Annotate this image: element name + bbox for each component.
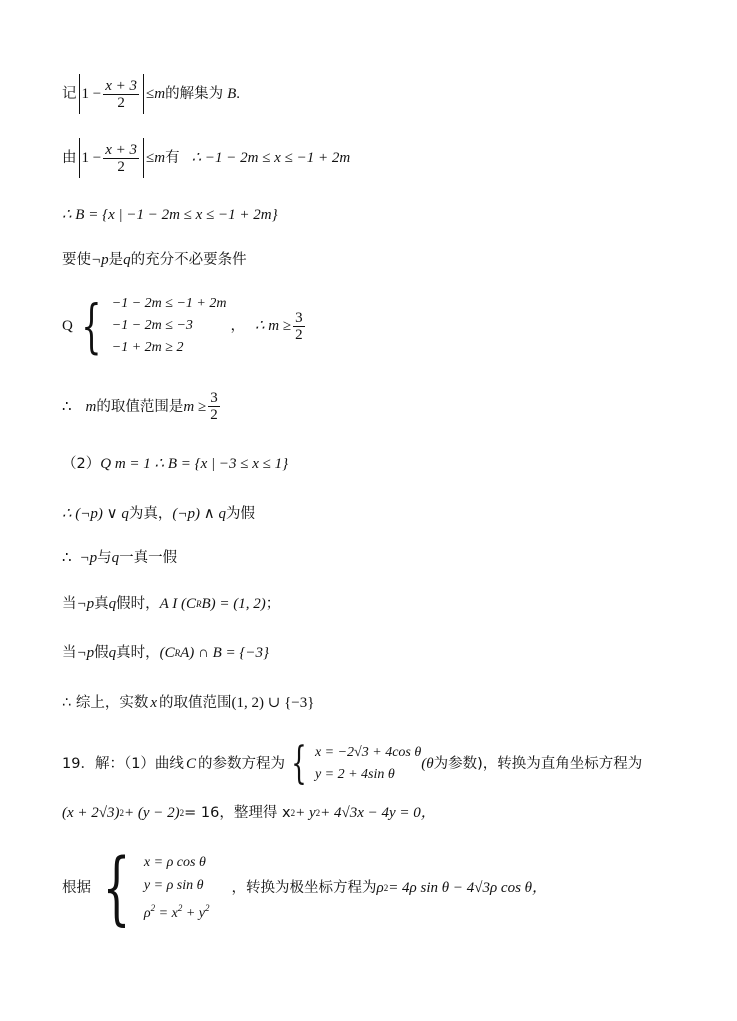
text: 的取值范围是 bbox=[96, 398, 184, 415]
math-text: + y bbox=[295, 805, 316, 821]
math-var: q bbox=[123, 252, 131, 268]
math-var: B bbox=[227, 86, 237, 102]
line-one-true-one-false bbox=[62, 548, 177, 568]
math-text: ≤ bbox=[146, 150, 155, 166]
line-system-conditions bbox=[62, 293, 307, 359]
math-text: 1 − bbox=[81, 150, 102, 166]
math-text: (1, 2) ∪ {−3} bbox=[231, 695, 315, 711]
superscript: 2 bbox=[150, 903, 156, 913]
fraction-numerator: 3 bbox=[295, 309, 303, 326]
line-from-inequality bbox=[62, 138, 350, 178]
math-text: + 4√3x − 4y = 0， bbox=[320, 805, 436, 821]
text: 假时， bbox=[116, 596, 160, 612]
system-row: y = ρ sin θ bbox=[143, 878, 204, 893]
left-brace: { bbox=[81, 292, 102, 360]
math-text: ρ bbox=[143, 906, 151, 921]
math-text: ¬p bbox=[76, 645, 95, 661]
system-row: −1 − 2m ≤ −1 + 2m bbox=[111, 296, 227, 311]
system-row: x = ρ cos θ bbox=[143, 855, 206, 870]
text: 真 bbox=[94, 596, 109, 612]
math-var: m bbox=[154, 86, 166, 102]
text: 是 bbox=[108, 252, 124, 268]
line-part-2 bbox=[62, 454, 288, 474]
math-var: m bbox=[85, 398, 97, 415]
text: ∴ 综上，实数 bbox=[62, 695, 149, 711]
math-text: A) ∩ B = {−3} bbox=[180, 645, 270, 661]
superscript: 2 bbox=[290, 808, 296, 818]
line-range-of-m bbox=[62, 390, 222, 423]
fraction bbox=[103, 142, 139, 175]
line-problem-19 bbox=[62, 738, 643, 789]
math-text: Q m = 1 ∴ B = {x | −3 ≤ x ≤ 1} bbox=[100, 456, 289, 472]
math-text: ¬p bbox=[79, 550, 98, 566]
line-cartesian-equation bbox=[62, 803, 436, 823]
fraction bbox=[103, 78, 139, 111]
subscript: R bbox=[196, 599, 202, 609]
superscript: 2 bbox=[315, 808, 321, 818]
math-text: ∴ −1 − 2m ≤ x ≤ −1 + 2m bbox=[191, 150, 351, 166]
subscript: R bbox=[174, 648, 181, 658]
text: 为真， bbox=[128, 506, 173, 522]
left-brace: { bbox=[102, 841, 131, 934]
math-text: ¬p bbox=[76, 596, 95, 612]
math-text: = 4ρ sin θ − 4√3ρ cos θ， bbox=[388, 880, 548, 896]
text: 为假 bbox=[225, 506, 255, 522]
fraction-numerator: x + 3 bbox=[105, 77, 137, 94]
system-row bbox=[144, 897, 210, 925]
system-row: y = 2 + 4sin θ bbox=[314, 767, 395, 782]
line-or-and bbox=[62, 504, 255, 524]
left-brace: { bbox=[291, 738, 307, 789]
absolute-value bbox=[79, 74, 145, 114]
text: ，转换为极坐标方程为 bbox=[231, 880, 377, 896]
fraction bbox=[208, 390, 220, 423]
math-var: q bbox=[108, 645, 117, 661]
inequality-system bbox=[112, 293, 227, 359]
line-solution-set-B bbox=[62, 74, 240, 114]
text: 记 bbox=[62, 86, 77, 102]
text: 假 bbox=[94, 645, 109, 661]
parametric-system bbox=[315, 742, 421, 786]
math-text: (¬p) ∧ q bbox=[172, 506, 226, 522]
system-row: −1 − 2m ≤ −3 bbox=[111, 318, 193, 333]
math-text: ∴ (¬p) ∨ q bbox=[62, 506, 129, 522]
math-text: 1 − bbox=[81, 86, 102, 102]
math-text: B) = (1, 2) bbox=[201, 596, 266, 612]
math-text: . bbox=[236, 86, 240, 102]
absolute-value bbox=[79, 138, 145, 178]
system-row: −1 + 2m ≥ 2 bbox=[111, 340, 184, 355]
text: 当 bbox=[62, 645, 77, 661]
math-text: ∴ bbox=[62, 550, 72, 566]
text: 有 bbox=[165, 150, 180, 166]
text: ； bbox=[265, 596, 281, 612]
text: 根据 bbox=[62, 880, 91, 896]
math-var: C bbox=[185, 756, 196, 772]
text: = 16，整理得 x bbox=[184, 805, 291, 821]
conversion-system bbox=[144, 851, 210, 925]
fraction-numerator: 3 bbox=[210, 390, 218, 406]
text: 19．解：（1）曲线 bbox=[62, 756, 184, 772]
text: （2） bbox=[62, 456, 101, 472]
math-text: (θ bbox=[421, 756, 434, 772]
line-sufficient-condition bbox=[62, 250, 247, 270]
math-text: = x bbox=[155, 906, 178, 921]
text: 的取值范围 bbox=[159, 695, 232, 711]
line-case-1 bbox=[62, 594, 280, 614]
text: 要使 bbox=[62, 252, 91, 268]
superscript: 2 bbox=[119, 808, 125, 818]
text: 与 bbox=[97, 550, 112, 566]
line-set-B bbox=[62, 205, 278, 225]
math-text: (x + 2√3) bbox=[62, 805, 120, 821]
superscript: 2 bbox=[179, 808, 185, 818]
text: 的充分不必要条件 bbox=[130, 252, 247, 268]
line-polar-equation bbox=[62, 841, 548, 934]
text: 一真一假 bbox=[119, 550, 178, 566]
math-text: ≤ bbox=[146, 86, 155, 102]
math-var: m bbox=[154, 150, 166, 166]
fraction-denominator: 2 bbox=[210, 407, 218, 423]
text: 当 bbox=[62, 596, 77, 612]
math-text: ∴ m ≥ bbox=[254, 318, 292, 334]
math-var: q bbox=[111, 550, 120, 566]
text: 真时， bbox=[116, 645, 160, 661]
line-case-2 bbox=[62, 643, 269, 663]
math-var: q bbox=[108, 596, 117, 612]
math-text: ¬p bbox=[91, 252, 109, 268]
math-text: + (y − 2) bbox=[124, 805, 180, 821]
math-text: (C bbox=[159, 645, 175, 661]
superscript: 2 bbox=[383, 883, 389, 893]
math-text: Q bbox=[62, 318, 73, 334]
superscript: 2 bbox=[204, 903, 210, 913]
math-text: A I (C bbox=[159, 596, 197, 612]
fraction-denominator: 2 bbox=[295, 326, 303, 343]
text: 为参数)，转换为直角坐标方程为 bbox=[433, 756, 643, 772]
system-row: x = −2√3 + 4cos θ bbox=[314, 745, 422, 760]
fraction-denominator: 2 bbox=[117, 94, 125, 111]
math-text: ∴ B = {x | −1 − 2m ≤ x ≤ −1 + 2m} bbox=[62, 207, 278, 223]
text: 由 bbox=[62, 150, 77, 166]
fraction bbox=[293, 310, 305, 343]
fraction-numerator: x + 3 bbox=[105, 141, 137, 158]
math-text: ∴ bbox=[62, 398, 72, 415]
superscript: 2 bbox=[177, 903, 183, 913]
math-text: m ≥ bbox=[183, 398, 207, 415]
text: 的参数方程为 bbox=[197, 756, 285, 772]
line-conclusion bbox=[62, 693, 314, 713]
math-text: + y bbox=[182, 906, 205, 921]
math-var: x bbox=[150, 695, 158, 711]
text: ， bbox=[230, 318, 245, 334]
text: 的解集为 bbox=[165, 86, 224, 102]
math-text: ρ bbox=[376, 880, 384, 896]
fraction-denominator: 2 bbox=[117, 158, 125, 175]
